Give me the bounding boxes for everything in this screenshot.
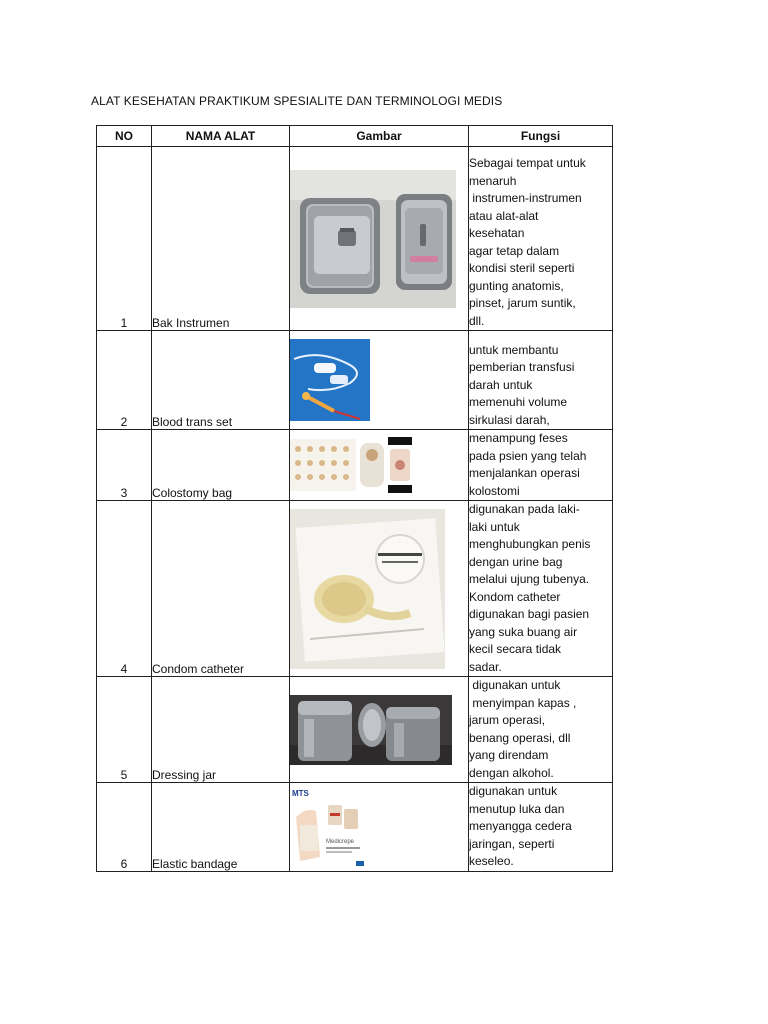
row-number: 5 [97,677,152,783]
instrument-name: Elastic bandage [152,783,290,872]
document-title: ALAT KESEHATAN PRAKTIKUM SPESIALITE DAN TERMINOLOGI MEDIS [91,94,503,108]
instrument-name: Bak Instrumen [152,147,290,331]
row-number: 4 [97,501,152,677]
table-row [97,501,613,677]
blood-transfusion-set-photo [290,339,370,421]
header-gambar: Gambar [290,126,469,147]
table-row [97,331,613,430]
instrument-function: digunakan untuk menutup luka dan menyangga cedera jaringan, seperti keseleo. [469,784,572,868]
instrument-tray-photo [290,170,456,308]
colostomy-bag-photo [290,437,412,493]
bandage-brand-logo: MTS [292,788,309,798]
table-row [97,677,613,783]
instrument-table [96,125,613,872]
instrument-name: Condom catheter [152,501,290,677]
instrument-name: Dressing jar [152,677,290,783]
instrument-function: Sebagai tempat untuk menaruh instrumen-instrumen atau alat-alat kesehatan agar tetap dalam kondisi steril seperti gunting anatomis, pinset, jarum suntik, dll. [469,156,586,328]
table-row [97,430,613,501]
row-number: 3 [97,430,152,501]
instrument-name: Colostomy bag [152,430,290,501]
instrument-function: digunakan untuk menyimpan kapas , jarum operasi, benang operasi, dll yang direndam dengan alkohol. [469,678,577,780]
condom-catheter-photo [290,509,445,669]
row-number: 6 [97,783,152,872]
instrument-function: menampung feses pada psien yang telah menjalankan operasi kolostomi [469,431,587,498]
dressing-jar-photo [290,695,452,765]
instrument-function: digunakan pada laki- laki untuk menghubungkan penis dengan urine bag melalui ujung tubenya. Kondom catheter digunakan bagi pasien yang suka buang air kecil secara tidak sadar. [469,502,591,674]
instrument-name: Blood trans set [152,331,290,430]
elastic-bandage-photo [290,787,366,867]
header-fungsi: Fungsi [469,126,613,147]
instrument-function: untuk membantu pemberian transfusi darah untuk memenuhi volume sirkulasi darah, [469,342,575,427]
bandage-product-name: Medicrepe [326,838,355,845]
header-no: NO [97,126,152,147]
row-number: 2 [97,331,152,430]
table-header-row [97,126,613,147]
table-row [97,783,613,872]
table-row [97,147,613,331]
header-nama-alat: NAMA ALAT [152,126,290,147]
row-number: 1 [97,147,152,331]
